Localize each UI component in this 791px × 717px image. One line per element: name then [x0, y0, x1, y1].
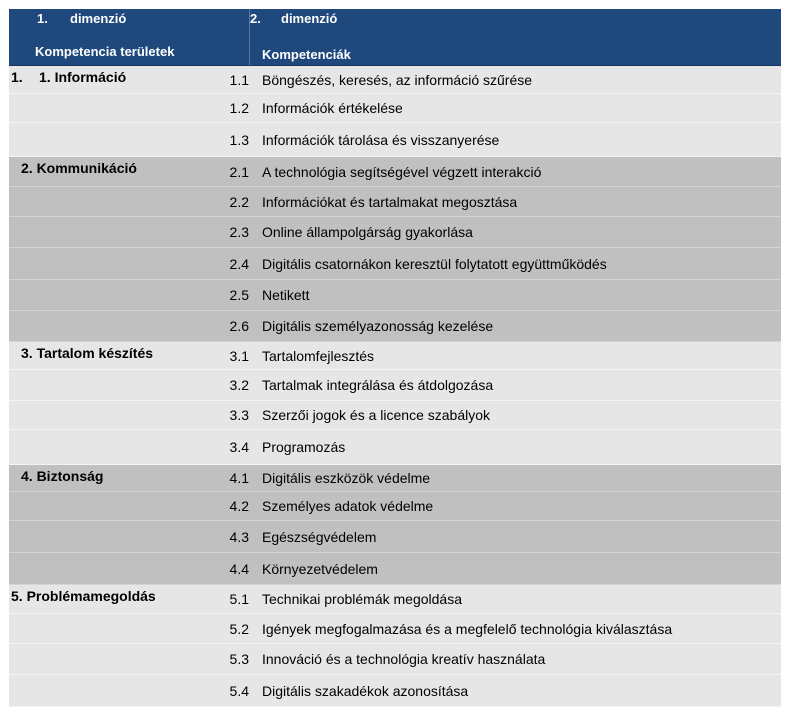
item-number: 5.3	[229, 651, 249, 667]
list-item	[9, 370, 781, 401]
list-item	[9, 585, 781, 614]
list-item	[9, 401, 781, 430]
item-text: Digitális szakadékok azonosítása	[262, 682, 469, 699]
list-item	[9, 614, 781, 644]
item-number: 3.2	[229, 377, 249, 393]
item-number: 4.4	[229, 560, 249, 577]
dim2-label: dimenzió	[281, 11, 338, 26]
list-item	[9, 492, 781, 521]
list-item	[9, 644, 781, 675]
list-item	[9, 675, 781, 707]
area-group-problem-solving	[9, 585, 781, 707]
area-name: 2. Kommunikáció	[21, 160, 137, 176]
dim1-label: dimenzió	[70, 11, 127, 26]
list-item	[9, 217, 781, 248]
item-text: Tartalmak integrálása és átdolgozása	[262, 377, 494, 393]
list-item	[9, 342, 781, 370]
area-group-content-creation	[9, 342, 781, 465]
area-group-communication	[9, 157, 781, 342]
item-text: A technológia segítségével végzett interakció	[262, 163, 542, 180]
item-text: Személyes adatok védelme	[262, 498, 434, 514]
item-number: 4.1	[229, 470, 249, 486]
dim2-title: Kompetenciák	[262, 47, 351, 62]
item-text: Netikett	[262, 287, 310, 303]
area-group-safety	[9, 465, 781, 585]
list-item	[9, 465, 781, 492]
list-item	[9, 248, 781, 280]
item-number: 2.6	[229, 318, 249, 334]
item-number: 3.3	[229, 407, 249, 423]
item-text: Online állampolgárság gyakorlása	[262, 224, 473, 240]
list-item	[9, 521, 781, 553]
area-name: 3. Tartalom készítés	[21, 345, 154, 361]
dim1-title: Kompetencia területek	[35, 44, 175, 59]
item-number: 3.1	[229, 347, 249, 364]
item-number: 4.3	[229, 528, 249, 545]
item-number: 5.1	[229, 591, 249, 607]
item-text: Szerzői jogok és a licence szabályok	[262, 407, 491, 423]
item-number: 1.1	[229, 71, 249, 88]
list-item	[9, 66, 781, 94]
list-item	[9, 94, 781, 123]
item-text: Digitális személyazonosság kezelése	[262, 318, 494, 334]
item-number: 1.2	[229, 100, 249, 116]
item-number: 2.4	[229, 255, 249, 272]
list-item	[9, 311, 781, 342]
list-item	[9, 157, 781, 187]
dim2-number: 2.	[250, 11, 261, 26]
item-number: 3.4	[229, 439, 249, 455]
dim1-number: 1.	[37, 11, 48, 26]
item-text: Innováció és a technológia kreatív használata	[262, 651, 546, 667]
table-header	[9, 9, 781, 66]
area-group-information	[9, 66, 781, 157]
item-text: Digitális csatornákon keresztül folytatott együttműködés	[262, 255, 607, 272]
item-number: 2.2	[229, 193, 249, 210]
item-number: 4.2	[229, 498, 249, 514]
item-text: Böngészés, keresés, az információ szűrése	[262, 71, 533, 88]
list-item	[9, 553, 781, 585]
list-item	[9, 123, 781, 157]
item-text: Egészségvédelem	[262, 528, 377, 545]
item-text: Környezetvédelem	[262, 560, 378, 577]
item-number: 2.3	[229, 224, 249, 240]
item-number: 5.4	[229, 682, 249, 699]
area-prefix: 1.	[11, 69, 23, 85]
item-text: Tartalomfejlesztés	[262, 347, 375, 364]
list-item	[9, 280, 781, 311]
item-text: Technikai problémák megoldása	[262, 591, 462, 607]
item-text: Információk értékelése	[262, 100, 403, 116]
list-item	[9, 430, 781, 465]
item-number: 5.2	[229, 620, 249, 637]
competence-table	[9, 9, 781, 707]
area-name: 5. Problémamegoldás	[11, 588, 156, 604]
item-number: 2.5	[229, 287, 249, 303]
item-text: Programozás	[262, 439, 346, 455]
item-text: Igények megfogalmazása és a megfelelő technológia kiválasztása	[262, 620, 673, 637]
area-name: 4. Biztonság	[21, 468, 104, 484]
list-item	[9, 187, 781, 217]
item-number: 1.3	[229, 131, 249, 148]
item-text: Információkat és tartalmakat megosztása	[262, 193, 518, 210]
item-text: Digitális eszközök védelme	[262, 470, 431, 486]
item-text: Információk tárolása és visszanyerése	[262, 131, 500, 148]
item-number: 2.1	[229, 163, 249, 180]
area-name: 1. Információ	[39, 69, 127, 85]
